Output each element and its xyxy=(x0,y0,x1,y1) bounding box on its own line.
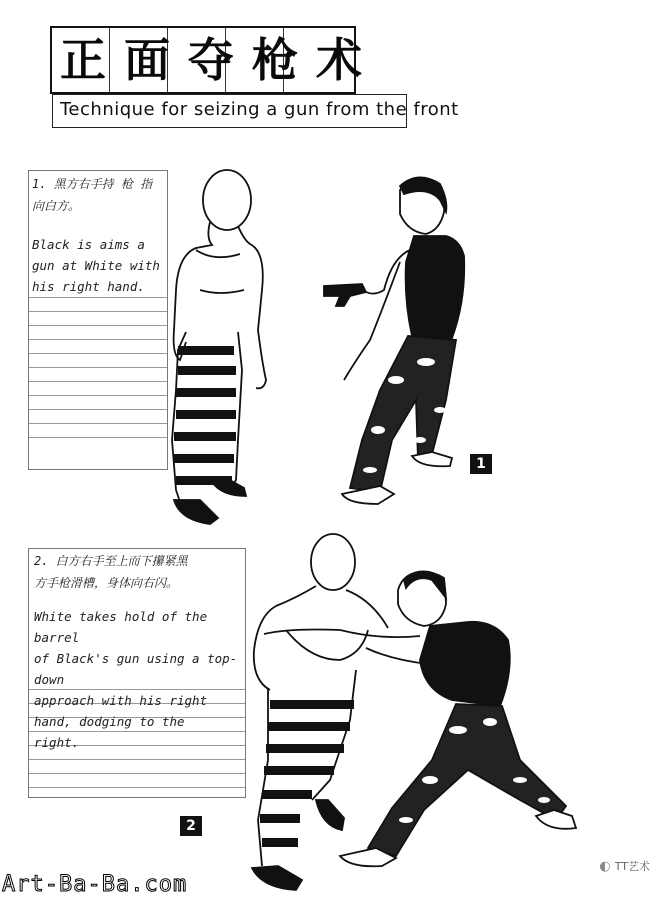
watermark-right xyxy=(599,858,650,874)
watermark-right-text: TT艺术 xyxy=(614,860,650,873)
page-title: 正面夺枪术 xyxy=(60,33,380,87)
step-1-cn-text: 1. 黑方右手持 枪 指向白方。 xyxy=(32,177,153,213)
step-1-en-text: Black is aims a gun at White with his right hand. xyxy=(32,237,160,294)
step-2-cn-text: 2. 白方右手至上而下攥紧黑 方手枪滑槽，身体向右闪。 xyxy=(34,554,188,590)
step-2-number-badge: 2 xyxy=(180,816,202,836)
note-ruled-lines xyxy=(29,297,167,469)
white-fighter-figure xyxy=(252,534,388,890)
wechat-icon: ◐ xyxy=(599,858,611,874)
watermark-left: Art-Ba-Ba.com xyxy=(2,872,188,897)
black-fighter-figure xyxy=(264,571,576,866)
step-2-en-text: White takes hold of the barrel of Black's gun using a top-down approach with his right hand, dodging to the right. xyxy=(34,609,238,750)
white-fighter-figure xyxy=(172,170,266,524)
page-subtitle: Technique for seizing a gun from the front xyxy=(60,99,459,120)
black-fighter-figure xyxy=(324,177,464,504)
step-1-number-badge: 1 xyxy=(470,454,492,474)
